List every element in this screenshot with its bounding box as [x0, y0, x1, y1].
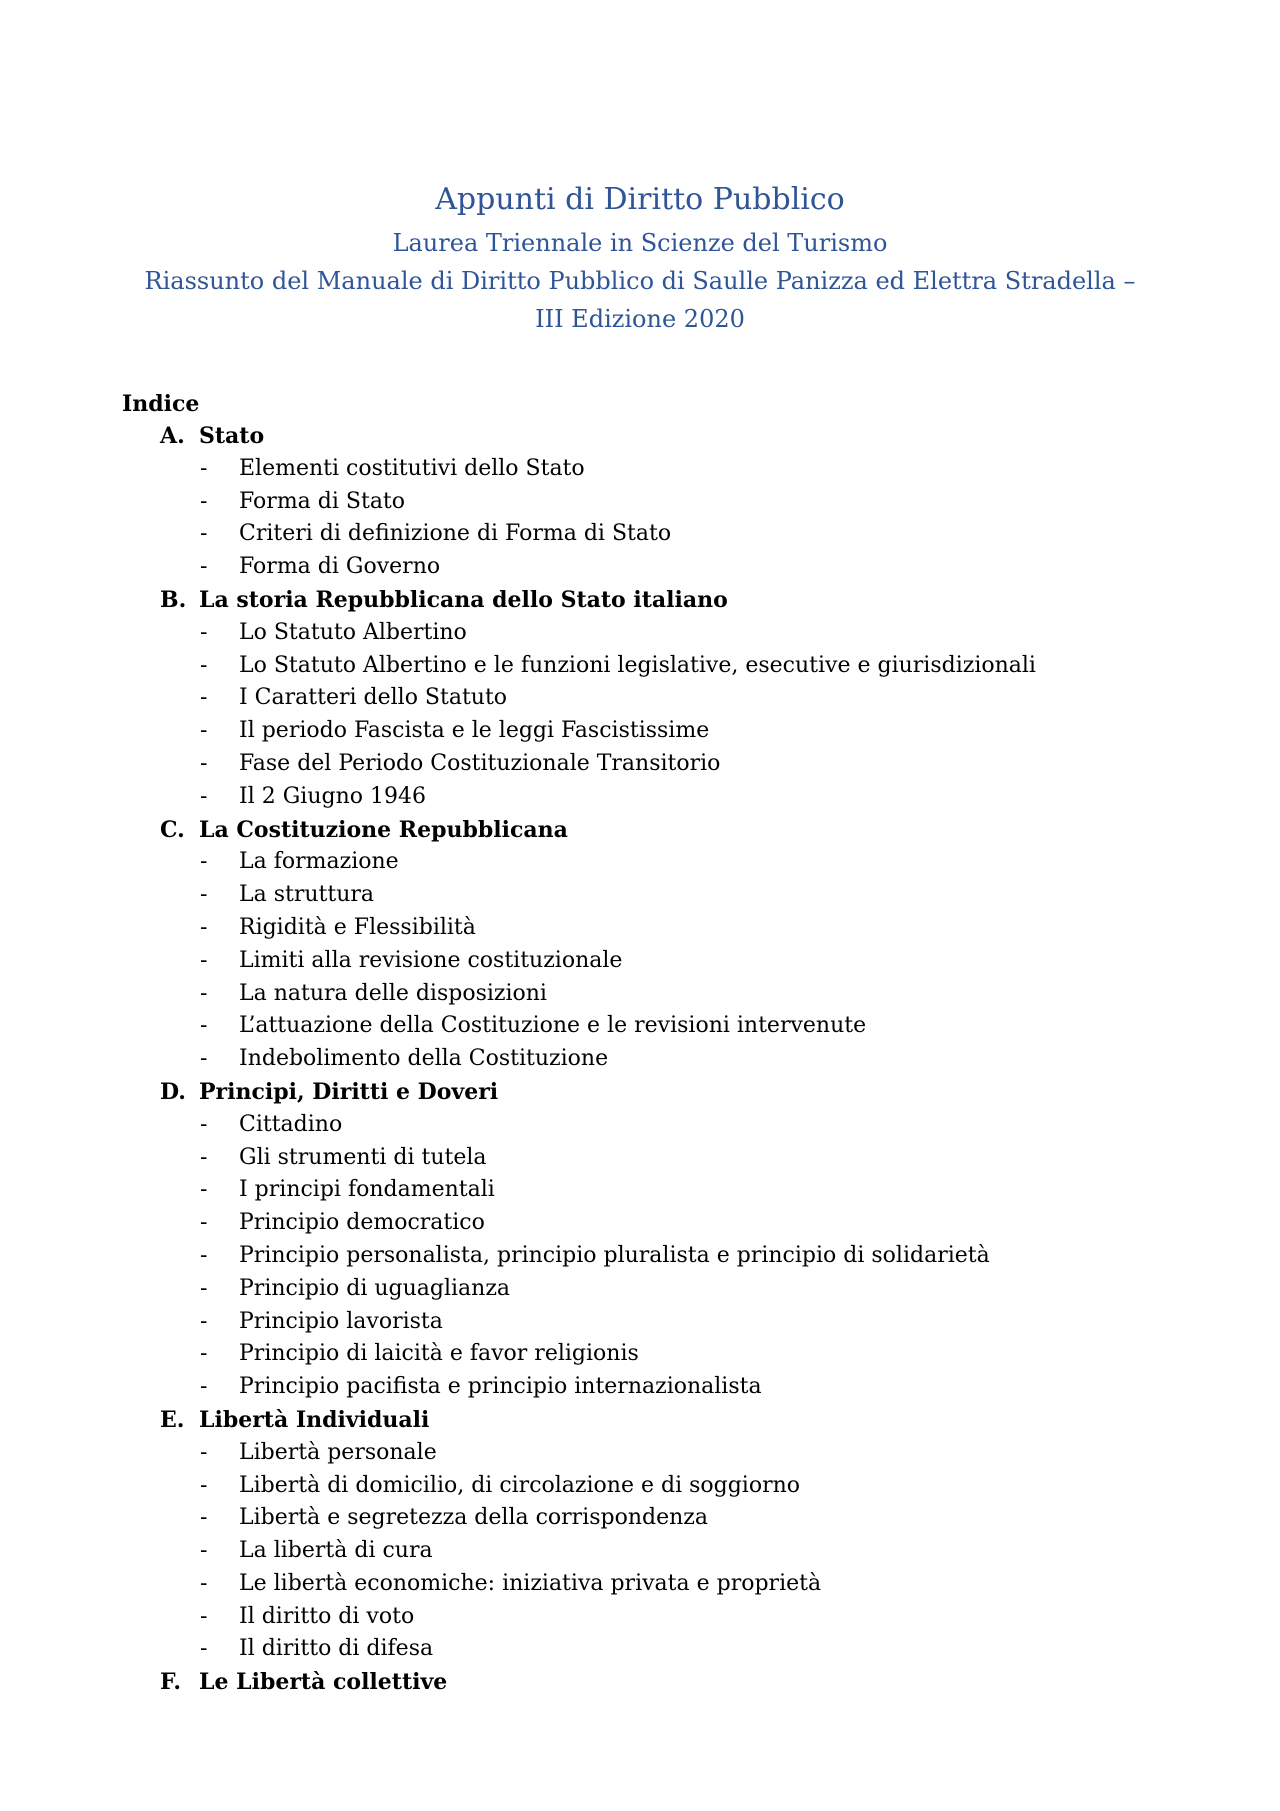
toc-item-dash: - — [200, 1570, 208, 1596]
toc-section-heading — [122, 584, 1182, 617]
document-header — [0, 180, 1280, 338]
toc-section-heading — [122, 1666, 1182, 1699]
toc-item-label: La struttura — [239, 882, 375, 908]
toc-item-label: Principio pacifista e principio internazionalista — [239, 1374, 762, 1400]
toc-section — [122, 420, 1182, 584]
table-of-contents — [122, 388, 1182, 1699]
toc-item-dash: - — [200, 914, 208, 940]
toc-item-dash: - — [200, 554, 208, 580]
toc-sections — [122, 420, 1182, 1699]
toc-item-dash: - — [200, 1242, 208, 1268]
toc-section-title: Le Libertà collettive — [199, 1669, 448, 1696]
toc-item-dash: - — [200, 1472, 208, 1498]
toc-section-letter: F. — [160, 1669, 182, 1696]
toc-item — [122, 486, 1182, 519]
toc-item-label: Principio di uguaglianza — [239, 1275, 511, 1301]
toc-section-heading — [122, 814, 1182, 847]
toc-item-label: Libertà di domicilio, di circolazione e di soggiorno — [239, 1472, 801, 1498]
toc-item-dash: - — [200, 455, 208, 481]
toc-item — [122, 1240, 1182, 1273]
toc-item-label: La natura delle disposizioni — [239, 980, 547, 1006]
toc-item-dash: - — [200, 488, 208, 514]
toc-section — [122, 1666, 1182, 1699]
toc-item — [122, 1273, 1182, 1306]
toc-item — [122, 1470, 1182, 1503]
toc-item — [122, 781, 1182, 814]
toc-item-label: La libertà di cura — [239, 1538, 433, 1564]
toc-item — [122, 453, 1182, 486]
document-title: Appunti di Diritto Pubblico — [435, 182, 845, 217]
toc-item — [122, 1142, 1182, 1175]
toc-section-letter: E. — [160, 1406, 185, 1433]
toc-item-list — [122, 846, 1182, 1076]
toc-item-label: Le libertà economiche: iniziativa privata e proprietà — [239, 1570, 822, 1596]
toc-item-dash: - — [200, 652, 208, 678]
toc-item — [122, 1306, 1182, 1339]
toc-item-dash: - — [200, 1275, 208, 1301]
toc-section — [122, 814, 1182, 1076]
toc-item — [122, 1338, 1182, 1371]
toc-item-dash: - — [200, 521, 208, 547]
toc-item-label: Forma di Stato — [239, 488, 406, 514]
toc-item-dash: - — [200, 718, 208, 744]
toc-item-label: Limiti alla revisione costituzionale — [239, 947, 623, 973]
toc-item-label: Forma di Governo — [239, 554, 441, 580]
toc-item — [122, 1568, 1182, 1601]
toc-item-dash: - — [200, 1538, 208, 1564]
toc-section — [122, 584, 1182, 814]
toc-item-dash: - — [200, 980, 208, 1006]
toc-section-title: La storia Repubblicana dello Stato italiano — [199, 586, 728, 613]
toc-item-label: Il diritto di difesa — [239, 1636, 434, 1662]
toc-heading: Indice — [122, 391, 200, 417]
toc-item — [122, 912, 1182, 945]
toc-item — [122, 1371, 1182, 1404]
toc-item-label: Libertà personale — [239, 1439, 437, 1465]
toc-item-list — [122, 1437, 1182, 1667]
toc-item — [122, 1437, 1182, 1470]
toc-item — [122, 518, 1182, 551]
toc-section — [122, 1404, 1182, 1666]
toc-item-label: Lo Statuto Albertino e le funzioni legislative, esecutive e giurisdizionali — [239, 652, 1036, 678]
toc-item-dash: - — [200, 1341, 208, 1367]
toc-section-letter: A. — [160, 423, 185, 449]
toc-section-heading — [122, 1076, 1182, 1109]
toc-item-label: Il diritto di voto — [239, 1603, 415, 1629]
toc-item — [122, 1535, 1182, 1568]
toc-item-dash: - — [200, 947, 208, 973]
toc-item — [122, 551, 1182, 584]
toc-item-label: Fase del Periodo Costituzionale Transitorio — [239, 750, 721, 776]
toc-item-list — [122, 1109, 1182, 1404]
toc-section-title: Stato — [199, 423, 265, 449]
document-subtitle: Laurea Triennale in Scienze del Turismo — [392, 229, 888, 257]
toc-section-letter: B. — [160, 586, 187, 613]
toc-section-title: Libertà Individuali — [199, 1406, 430, 1433]
toc-item-dash: - — [200, 882, 208, 908]
toc-item-label: Principio di laicità e favor religionis — [239, 1341, 639, 1367]
toc-item — [122, 1109, 1182, 1142]
toc-item-dash: - — [200, 1111, 208, 1137]
toc-item — [122, 1207, 1182, 1240]
document-subtitle-details: Riassunto del Manuale di Diritto Pubblico di Saulle Panizza ed Elettra Stradella – III Edizione 2020 — [144, 267, 1136, 333]
toc-item-label: Criteri di definizione di Forma di Stato — [239, 521, 672, 547]
toc-item-label: Principio lavorista — [239, 1308, 443, 1334]
toc-item-dash: - — [200, 750, 208, 776]
toc-item — [122, 1601, 1182, 1634]
toc-section-heading — [122, 1404, 1182, 1437]
toc-item-label: Principio personalista, principio pluralista e principio di solidarietà — [239, 1242, 990, 1268]
toc-item — [122, 1174, 1182, 1207]
toc-item — [122, 879, 1182, 912]
toc-item — [122, 846, 1182, 879]
toc-item — [122, 1043, 1182, 1076]
toc-item — [122, 1010, 1182, 1043]
toc-item-dash: - — [200, 1177, 208, 1203]
toc-item-dash: - — [200, 1013, 208, 1039]
toc-item — [122, 945, 1182, 978]
toc-item-dash: - — [200, 1374, 208, 1400]
toc-item-label: Il periodo Fascista e le leggi Fascistissime — [239, 718, 710, 744]
toc-item-dash: - — [200, 685, 208, 711]
toc-item-label: La formazione — [239, 849, 399, 875]
toc-item-label: I principi fondamentali — [239, 1177, 495, 1203]
toc-item — [122, 682, 1182, 715]
toc-item-label: L’attuazione della Costituzione e le revisioni intervenute — [239, 1013, 867, 1039]
toc-item — [122, 617, 1182, 650]
toc-item-dash: - — [200, 1636, 208, 1662]
toc-item-dash: - — [200, 783, 208, 809]
toc-item-dash: - — [200, 1046, 208, 1072]
toc-item-dash: - — [200, 1505, 208, 1531]
toc-section-heading — [122, 420, 1182, 453]
toc-item — [122, 715, 1182, 748]
toc-item-label: Il 2 Giugno 1946 — [239, 783, 426, 809]
toc-item-label: I Caratteri dello Statuto — [239, 685, 508, 711]
toc-item-dash: - — [200, 1439, 208, 1465]
toc-section-title: Principi, Diritti e Doveri — [199, 1078, 499, 1105]
toc-item-label: Lo Statuto Albertino — [239, 619, 467, 645]
toc-item — [122, 650, 1182, 683]
toc-item-label: Rigidità e Flessibilità — [239, 914, 476, 940]
toc-item-label: Gli strumenti di tutela — [239, 1144, 487, 1170]
toc-item-dash: - — [200, 619, 208, 645]
toc-item — [122, 978, 1182, 1011]
toc-section-letter: C. — [160, 816, 185, 843]
toc-item-list — [122, 617, 1182, 814]
toc-item-dash: - — [200, 1308, 208, 1334]
toc-item-label: Principio democratico — [239, 1210, 485, 1236]
toc-item-label: Cittadino — [239, 1111, 343, 1137]
toc-section-letter: D. — [160, 1078, 186, 1105]
toc-item — [122, 748, 1182, 781]
toc-item-label: Indebolimento della Costituzione — [239, 1046, 609, 1072]
toc-item-dash: - — [200, 1144, 208, 1170]
toc-item — [122, 1502, 1182, 1535]
toc-item-dash: - — [200, 1603, 208, 1629]
toc-section — [122, 1076, 1182, 1404]
toc-item-label: Libertà e segretezza della corrispondenza — [239, 1505, 708, 1531]
toc-section-title: La Costituzione Repubblicana — [199, 816, 568, 843]
toc-item-dash: - — [200, 1210, 208, 1236]
toc-item-list — [122, 453, 1182, 584]
toc-item-dash: - — [200, 849, 208, 875]
toc-item-label: Elementi costitutivi dello Stato — [239, 455, 585, 481]
toc-item — [122, 1633, 1182, 1666]
